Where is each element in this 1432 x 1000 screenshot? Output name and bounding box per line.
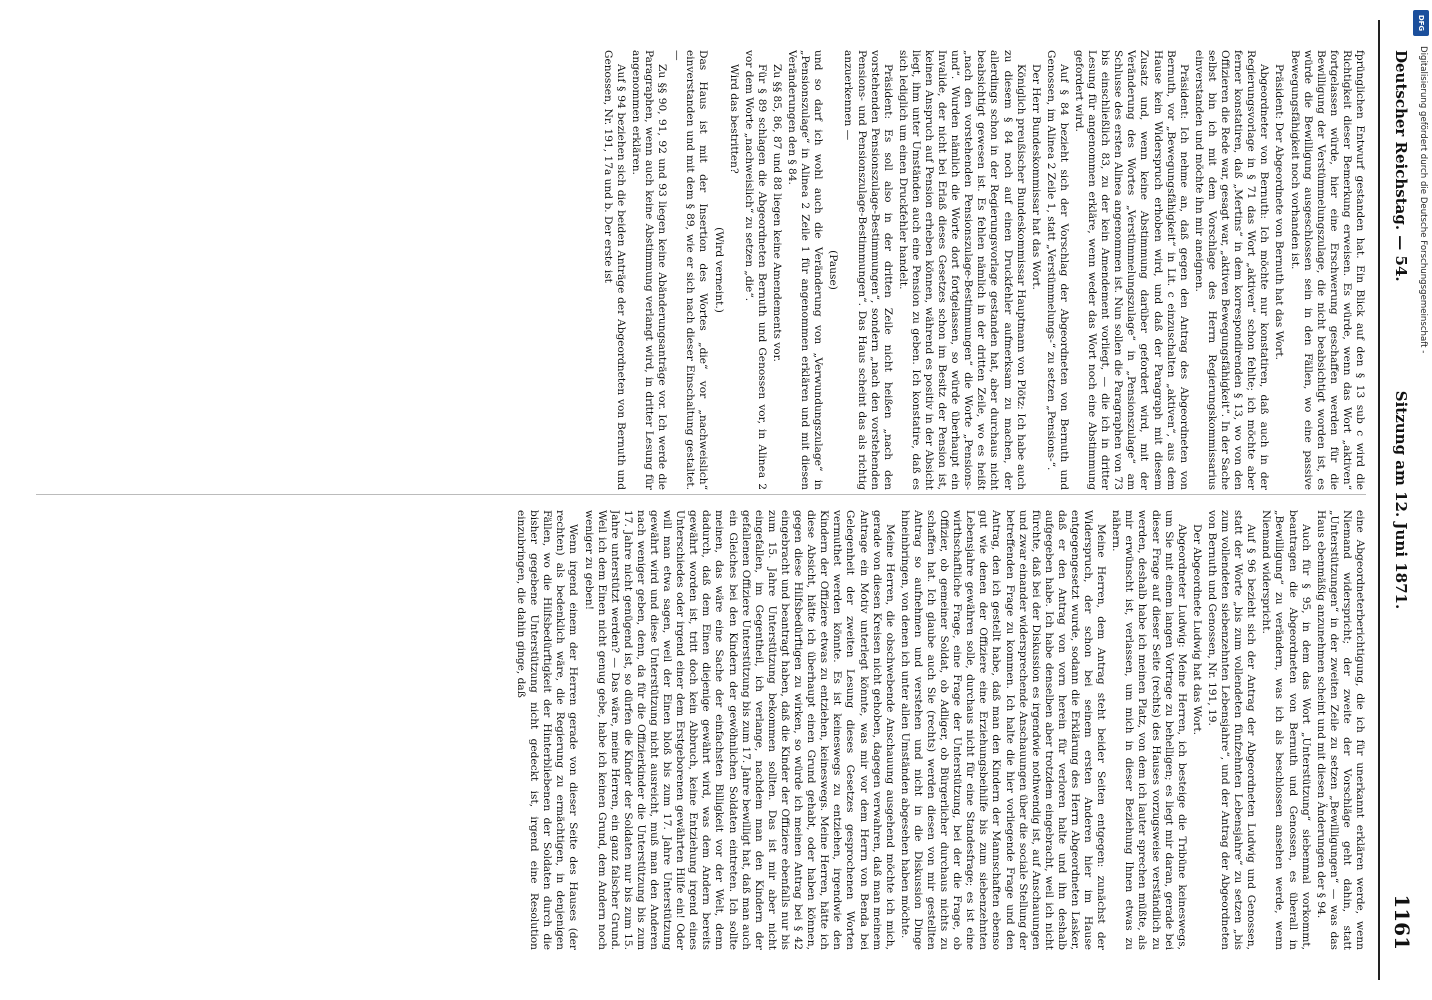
paragraph: (Wird verneint.) xyxy=(712,227,725,313)
paragraph: Auch für § 95, in dem das Wort „Unterstützung“ siebenmal vorkommt, beantragen die Abgeordneten von Bernuth und Genossen, es überall in „Bewilligung“ zu verändern, was ich als beschlossen ansehen werde, wenn Niemand widerspricht. xyxy=(1260,510,1312,950)
rotated-document xyxy=(10,20,1420,980)
paragraph: Königlich preußischer Bundeskommissar Hauptmann von Plötz: Ich habe auch zu diesem § 84 noch auf einen Druckfehler aufmerksam zu machen, der allerdings schon in der Regierungsvorlage gestanden hat, aber durchaus nicht beabsichtigt gewesen ist. Es fehlen nämlich in der dritten Zeile, wo es heißt „nach den vorstehenden Pensionszulage-Bestimmungen“ die Worte „Pensions- und“. Wurden nämlich die Worte dort fortgelassen, so würde überhaupt ein Invalide, der nicht bei Erlaß dieses Gesetzes schon im Besitz der Pension ist, keinen Anspruch auf Pension erheben können, während es positiv in der Absicht liegt, ihm unter Umständen auch eine Pension zu geben. Ich konstatire, daß es sich lediglich um einen Druckfehler handelt. xyxy=(896,50,1027,490)
paragraph: Wenn irgend einem der Herren gerade von dieser Seite des Hauses (der rechten) als bedenklich wäre, die Regierung zu ermächtigen, in denjenigen Fällen, wo die Hilfsbedürftigkeit der Hinterbliebenen der Soldaten durch die bisher gegebene Unterstützung nicht gedeckt ist, irgend eine Resolution einzubringen, die dahin ginge, daß xyxy=(515,510,580,950)
paragraph: eine Abgeordneterberichtigung, die ich für unerkannt erklären werde, wenn Niemand widerspricht; der zweite der Vorschläge geht dahin, statt „Unterstützungen“ in der zweiten Zeile zu setzen „Bewilligungen“ — was das Haus ebenmäßig anzunehmen scheint und mit diesen Änderungen der § 94. xyxy=(1314,510,1366,950)
digitization-credit: Digitalisierung gefördert durch die Deutsche Forschungsgemeinschaft - xyxy=(1418,46,1428,354)
paragraph: und so darf ich wohl auch die Veränderung von „Verwundungszulage“ in „Pensionszulage“ in Alinea 2 Zeile 1 für angenommen erklären und mit diesen Veränderungen den § 84. xyxy=(786,50,825,490)
paragraph: Meine Herren, dem Antrag steht beider Seiten entgegen: zunächst der Widerspruch, der schon bei seinem ersten Anderen hier im Hause entgegengesetzt wurde, sodann die Erklärung des Herrn Abgeordneten Lasker, daß er den Antrag von vorn herein für verloren halte und ihn deshalb aufgegeben habe. Ich habe denselben aber trotzdem eingebracht, weil ich nicht fürchte, daß bei der Diskussion es irgendwie nothwendig ist, auf Anschauungen und zwar einander widersprechende Anschauungen über die sociale Stellung der betreffenden Frage zu kommen. Ich halte die hier vorliegende Frage und den Antrag, den ich gestellt habe, daß man den Kindern der Mannschaften ebenso gut wie denen der Offiziere eine Erziehungsbeihilfe bis zum siebenzehnten Lebensjahre gewähren solle, durchaus nicht für eine Standesfrage; es ist eine wirthschaftliche Frage, eine Frage der Unterstützung, bei der die Frage, ob Offizier, ob gemeiner Soldat, ob Adliger, ob Bürgerlicher durchaus nichts zu schaffen hat. Ich glaube auch Sie (rechts) werden diesen von mir gestellten Antrag so aufnehmen und verstehen und nicht in die Diskussion Dinge hineinbringen, von denen ich unter allen Umständen abgesehen haben möchte. xyxy=(898,510,1108,950)
paragraph: Präsident: Der Abgeordnete von Bernuth hat das Wort. xyxy=(1273,64,1286,360)
paragraph: Der Herr Bundeskommissar hat das Wort. xyxy=(1029,64,1042,290)
paragraph: Meine Herren, die obschwebende Anschauung ausgehend möchte ich mich, gerade von diesen Kreisen nicht gehoben, dagegen verwahren, daß man meinem Antrage ein Motiv unterlegt könnte, was mir vor dem Herrn von Benda bei Gelegenheit der zweiten Lesung dieses Gesetzes gesprochenen Worten vermuthet werden könnte. Es ist keineswegs zu entziehen, irgendwie den Kindern der Offiziere etwas zu entziehen, keineswegs. Meine Herren, hätte ich diese Absicht, hätte ich überhaupt einen Grund gehabt, oder haben können, gegen diese Hilfsbedürftigen zu wirken, so würde ich meinen Antrag bei § 42 eingebracht und beantragt haben, daß die Kinder der Offiziere ebenfalls nur bis zum 15. Jahre Unterstützung bekommen sollten. Das ist mir aber nicht eingefallen, im Gegentheil, ich verlange, nachdem man den Kindern der gefallenen Offiziere Unterstützung bis zum 17. Jahre bewilligt hat, daß man auch ein Gleiches bei den Kindern der gewöhnlichen Soldaten eintreten. Ich sollte meinen, das wäre eine Sache der einfachsten Billigkeit vor der Welt, denn dadurch, daß dem Einen diejenige gewährt wird, was dem Andern bereits gewährt worden ist, tritt doch kein Abbruch, keine Entziehung irgend eines Unterschiedes oder irgend einer dem Erstgeborenen gewährten Hilfe ein! Oder will man etwa sagen, weil der Einen bloß bis zum 17. Jahre Unterstützung gewährt wird und diese Unterstützung nicht ausreicht, muß man den Anderen nach weniger geben, denn, da für die Offizierkinder die Unterstützung bis zum 17. Jahre nicht genügend ist, so dürfen die Kinder der Soldaten nur bis zum 15. Jahre unterstützt werden? — Das wäre, meine Herren, ein ganz falscher Grund. Weil ich dem Einen nicht genug gebe, habe ich keinen Grund, dem Andern noch weniger zu geben! xyxy=(582,510,896,950)
dfg-badge-label: DFG xyxy=(1417,14,1425,32)
paragraph: Zu §§ 85, 86, 87 und 88 liegen keine Amendements vor. xyxy=(770,64,783,362)
paragraph: Das Haus ist mit der Insertion des Wortes „die“ vor „nachweislich“ einverstanden und mit dem § 89, wie er sich nach dieser Einschaltung gestaltet. — xyxy=(671,50,710,490)
paragraph: Für § 89 schlagen die Abgeordneten Bernuth und Genossen vor, in Alinea 2 vor dem Worte „nachweislich“ zu setzen „die“. xyxy=(742,50,768,490)
paragraph: Auf § 94 beziehen sich die beiden Anträge der Abgeordneten von Bernuth und Genossen, Nr. 191, 17a und b. Der erste ist xyxy=(601,50,627,490)
paragraph: Präsident: Es soll also in der dritten Zeile nicht heißen „nach den vorstehenden Pensionszulage-Bestimmungen“, sondern „nach den vorstehenden Pensions- und Pensionszulage-Bestimmungen“. Das Haus scheint das als richtig anzuerkennen — xyxy=(842,50,894,490)
paragraph: Abgeordneter Ludwig: Meine Herren, ich besteige die Tribüne keineswegs, um Sie mit einem langen Vortrage zu behelligen; es liegt mir daran, gerade bei dieser Frage auf dieser Seite (rechts) des Hauses vorzugsweise verständlich zu werden, deshalb habe ich meinen Platz, von dem ich lauter sprechen müßte, als mir erwünscht ist, verlassen, um mich in dieser Beziehung Ihnen etwas zu nähern. xyxy=(1110,510,1188,950)
page-number: 1161 xyxy=(1390,894,1414,950)
paragraph: Präsident: Ich nehme an, daß gegen den Antrag des Abgeordneten von Bernuth, vor „Bewegungsfähigkeit“ in Lit. c einzuschalten „aktiven“, aus dem Hause kein Widerspruch erhoben wird, und daß der Paragraph mit diesem Zusatz und, wenn keine Abstimmung darüber gefordert wird, mit der Veränderung des Wortes „Verstümmelungszulage“ in „Pensionszulage“ am Schlusse des ersten Alinea angenommen ist. Nun sollen die Paragraphen von 73 bis einschließlich 83, zu der kein Amendement vorliegt, — die ich in dritter Lesung für angenommen erkläre, wenn weder das Wort noch eine Abstimmung gefordert wird. xyxy=(1073,50,1190,490)
dfg-logo-icon xyxy=(1413,10,1429,36)
paragraph: (Pause) xyxy=(827,250,840,290)
paragraph: Zu §§ 90, 91, 92 und 93 liegen keine Abänderungsanträge vor. Ich werde die Paragraphen, wenn auch keine Abstimmung verlangt wird, in dritter Lesung für angenommen erklären. xyxy=(630,50,669,490)
column-divider xyxy=(36,494,1366,495)
paragraph: Auf § 96 bezieht sich der Antrag der Abgeordneten Ludwig und Genossen, statt der Worte „bis zum vollendeten fünfzehnten Lebensjahre“ zu setzen „bis zum vollendeten siebenzehnten Lebensjahre“, und der Antrag der Abgeordneten von Bernuth und Genossen, Nr. 191, 19. xyxy=(1205,510,1258,950)
left-column xyxy=(26,50,1366,490)
header-left: Deutscher Reichstag. — 54. xyxy=(1392,50,1410,282)
right-column xyxy=(26,510,1366,950)
paragraph: Abgeordneter von Bernuth: Ich möchte nur konstatiren, daß auch in der Regierungsvorlage in § 71 das Wort „aktiven“ schon fehlte; ich möchte aber ferner konstatiren, daß „Mertins“ in dem korrespondirenden § 13, wo von den Offizieren die Rede war, gesagt war, „aktiven Bewegungsfähigkeit“. In der Sache selbst bin ich mit dem Vorschlage des Herrn Regierungskommissarius einverstanden und möchte ihn mir aneignen. xyxy=(1192,50,1271,490)
paragraph: Wird das bestritten? xyxy=(727,64,740,174)
paragraph: Auf § 84 bezieht sich der Vorschlag der Abgeordneten von Bernuth und Genossen, im Alinea 2 Zeile 1, statt „Verstümmelungs-“ zu setzen „Pensions-“. xyxy=(1044,50,1070,490)
dfg-credit-strip xyxy=(1412,6,1430,994)
header-center: Sitzung am 12. Juni 1871. xyxy=(1392,390,1410,610)
paragraph: Der Abgeordnete Ludwig hat das Wort. xyxy=(1190,524,1203,736)
paragraph: fprünglichen Entwurf gestanden hat. Ein Blick auf den § 13 sub c wird die Richtigkeit dieser Bemerkung erweisen. Es würde, wenn das Wort „aktiven“ fortgelassen würde, hier eine Erschwerung geschaffen werden für die Bewilligung der Verstümmelungszulage, die nicht beabsichtigt worden ist, es würde die Bewilligung ausgeschlossen sein in den Fällen, wo eine passive Bewegungsfähigkeit noch vorhanden ist. xyxy=(1288,50,1366,490)
